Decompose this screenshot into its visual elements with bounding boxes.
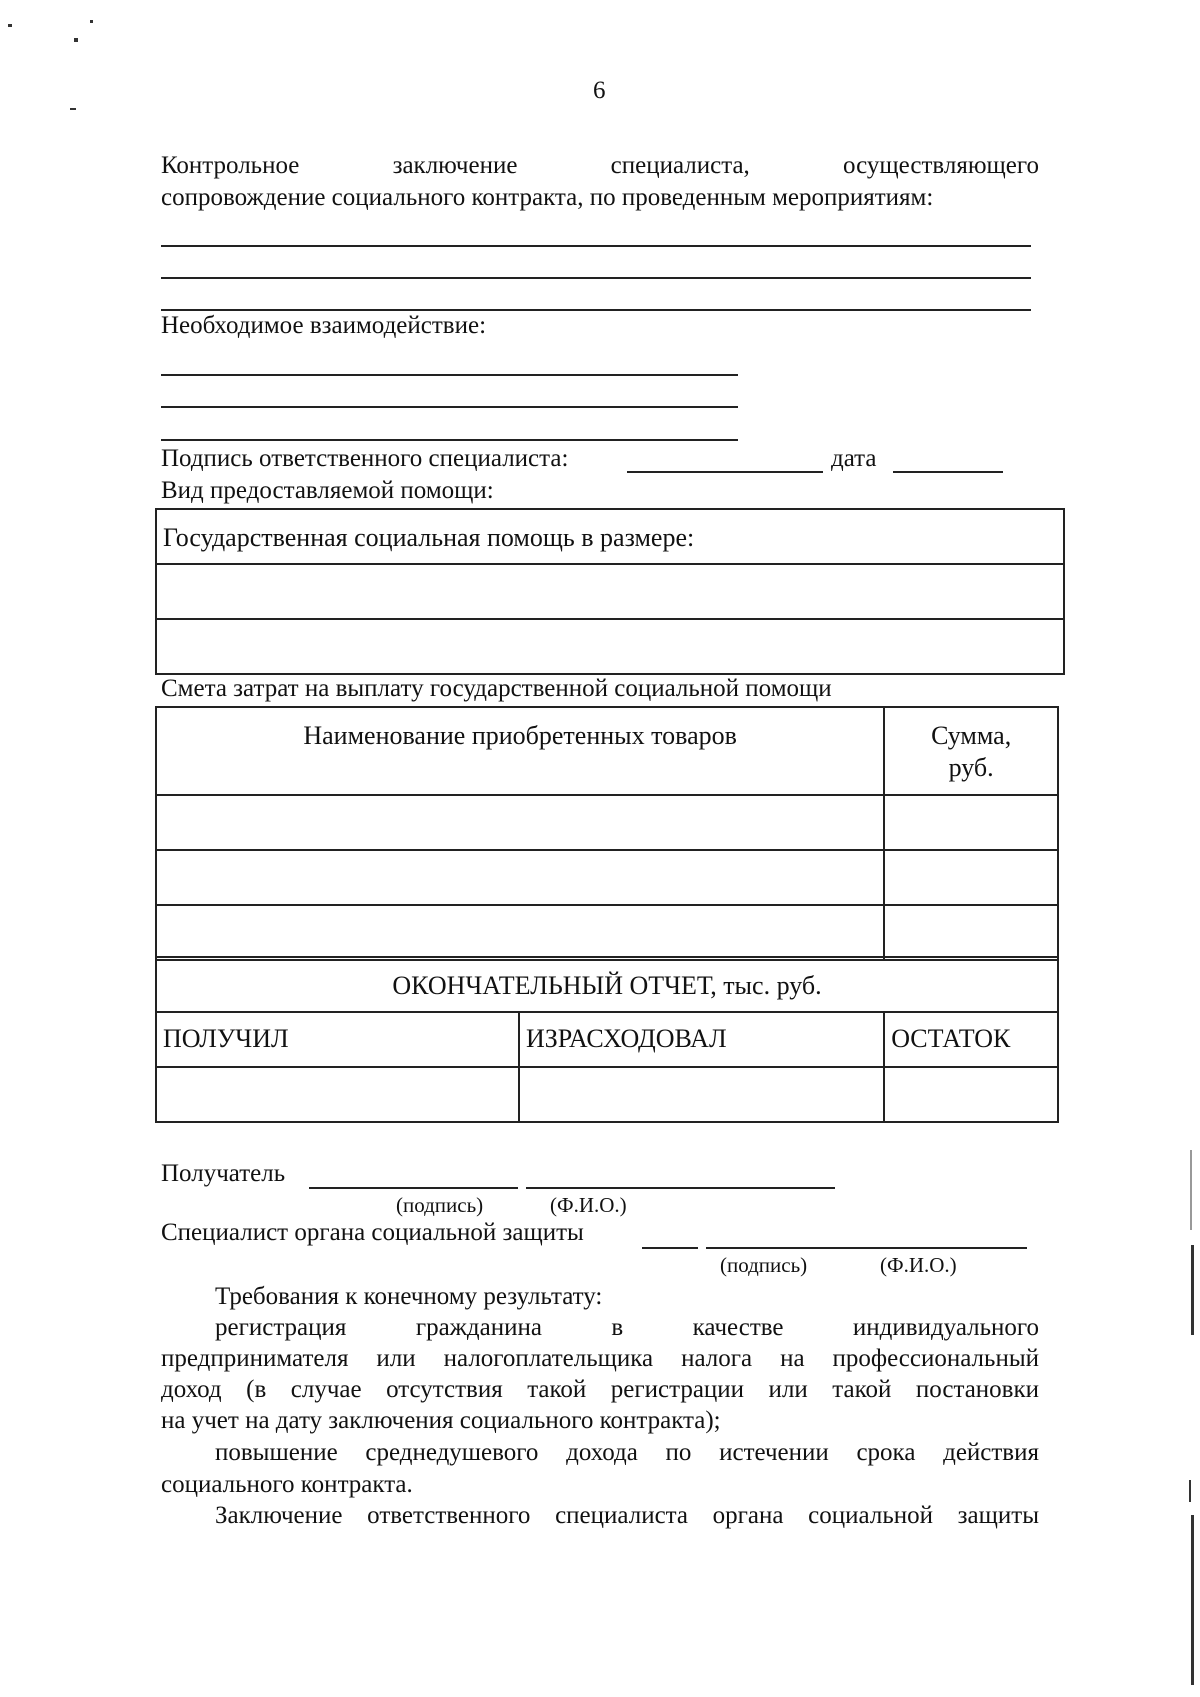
estimate-table: [155, 706, 1059, 961]
sum-cell[interactable]: [884, 905, 1058, 960]
specialist-name-line[interactable]: [706, 1247, 1027, 1249]
balance-cell[interactable]: [884, 1067, 1058, 1122]
requirements-heading: Требования к конечному результату:: [215, 1283, 603, 1310]
recipient-signature-line[interactable]: [309, 1187, 518, 1189]
scan-speck: [90, 20, 93, 23]
requirement-1-line3: доход (в случае отсутствия такой регистрации или такой постановки: [161, 1376, 1039, 1403]
specialist-label: Специалист органа социальной защиты: [161, 1219, 584, 1246]
recipient-name-line[interactable]: [526, 1187, 835, 1189]
page-number: 6: [593, 77, 606, 104]
assistance-label: Вид предоставляемой помощи:: [161, 477, 494, 504]
assistance-table: [155, 508, 1065, 675]
assistance-blank-row[interactable]: [156, 619, 1064, 674]
scan-edge-mark: [1189, 1480, 1191, 1502]
date-label: дата: [831, 445, 877, 472]
recipient-sign-caption: (подпись): [396, 1193, 484, 1217]
control-conclusion-line2: сопровождение социального контракта, по проведенным мероприятиям:: [161, 184, 934, 211]
estimate-title: Смета затрат на выплату государственной социальной помощи: [161, 675, 832, 702]
conclusion-blank-line[interactable]: [161, 277, 1031, 279]
interaction-blank-line[interactable]: [161, 374, 738, 376]
interaction-label: Необходимое взаимодействие:: [161, 312, 487, 339]
requirement-2-line2: социального контракта.: [161, 1471, 413, 1498]
spent-header: ИЗРАСХОДОВАЛ: [519, 1012, 884, 1067]
sum-cell[interactable]: [884, 795, 1058, 850]
specialist-sign-caption: (подпись): [720, 1253, 808, 1277]
scan-speck: [74, 38, 78, 42]
interaction-blank-line[interactable]: [161, 406, 738, 408]
goods-name-cell[interactable]: [156, 905, 884, 960]
goods-name-header: Наименование приобретенных товаров: [156, 707, 884, 795]
requirement-1-line1: регистрация гражданина в качестве индивидуального: [215, 1314, 1040, 1341]
specialist-name-caption: (Ф.И.О.): [880, 1253, 957, 1277]
spent-cell[interactable]: [519, 1067, 884, 1122]
recipient-label: Получатель: [161, 1160, 286, 1187]
requirement-1-line2: предпринимателя или налогоплательщика налога на профессиональный: [161, 1345, 1039, 1372]
signature-blank-line[interactable]: [627, 471, 823, 473]
final-report-table: [155, 956, 1059, 1123]
recipient-name-caption: (Ф.И.О.): [550, 1193, 627, 1217]
sum-cell[interactable]: [884, 850, 1058, 905]
received-cell[interactable]: [156, 1067, 519, 1122]
goods-name-cell[interactable]: [156, 850, 884, 905]
balance-header: ОСТАТОК: [884, 1012, 1058, 1067]
received-header: ПОЛУЧИЛ: [156, 1012, 519, 1067]
sum-header: Сумма, руб.: [884, 707, 1058, 795]
assistance-title: Государственная социальная помощь в размере:: [163, 523, 695, 552]
conclusion-blank-line[interactable]: [161, 245, 1031, 247]
conclusion-line: Заключение ответственного специалиста органа социальной защиты: [215, 1502, 1039, 1529]
scan-edge-mark: [1191, 1515, 1194, 1685]
date-blank-line[interactable]: [893, 471, 1003, 473]
scan-speck: [8, 24, 12, 27]
specialist-signature-line[interactable]: [642, 1247, 698, 1249]
goods-name-cell[interactable]: [156, 795, 884, 850]
control-conclusion-line1: Контрольное заключение специалиста, осуществляющего: [161, 152, 1039, 179]
final-report-heading: ОКОНЧАТЕЛЬНЫЙ ОТЧЕТ, тыс. руб.: [156, 957, 1058, 1012]
scan-speck: [70, 108, 76, 110]
requirement-1-line4: на учет на дату заключения социального контракта);: [161, 1407, 721, 1434]
interaction-blank-line[interactable]: [161, 439, 738, 441]
assistance-title-cell: [156, 509, 1064, 564]
scan-edge-mark: [1190, 1150, 1192, 1230]
requirement-2-line1: повышение среднедушевого дохода по истечении срока действия: [215, 1439, 1039, 1466]
scan-edge-mark: [1191, 1245, 1194, 1335]
signature-label: Подпись ответственного специалиста:: [161, 445, 569, 472]
assistance-blank-row[interactable]: [156, 564, 1064, 619]
